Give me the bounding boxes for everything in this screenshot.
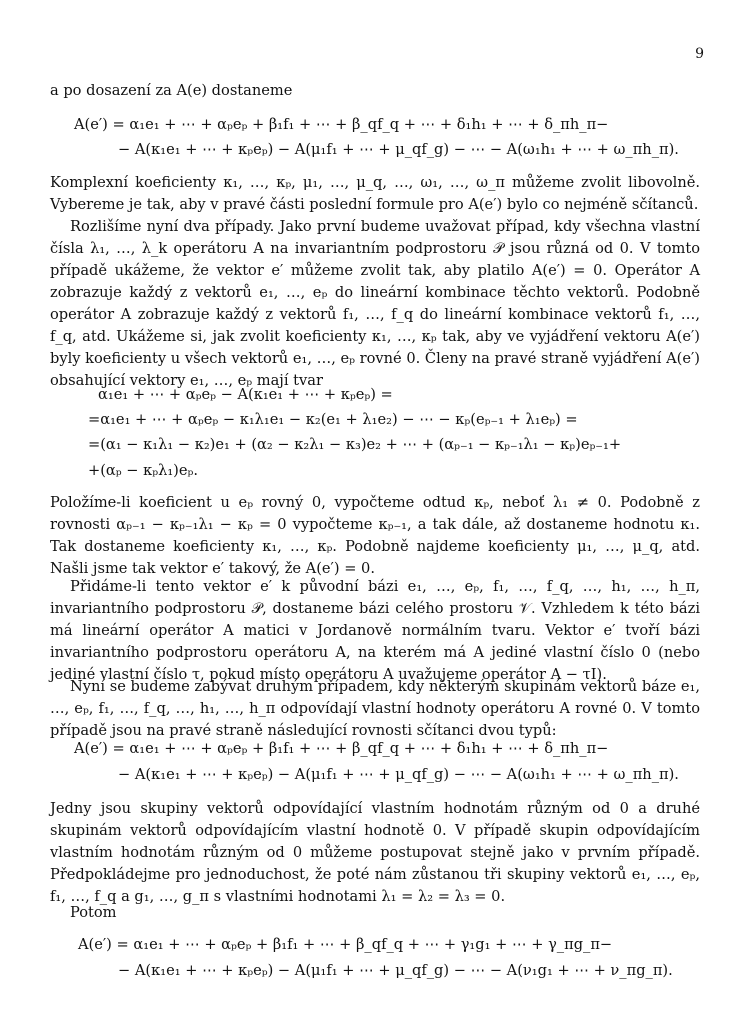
paragraph-basis: Přidáme-li tento vektor e′ k původní bázi e₁, …, eₚ, f₁, …, f_q, …, h₁, …, h_π, invariantního podprostoru 𝒫, dostaneme bázi celého prostoru 𝒱. Vzhledem k této bázi má lineární operátor A matici v Jordanově normálním tvaru. Vektor e′ tvoří bázi invariantního podprostoru operátoru A, na kterém má A jediné vlastní číslo 0 (nebo jediné vlastní číslo τ, pokud místo operátoru A uvažujeme operátor A − τI). — [50, 578, 700, 683]
paragraph-two-cases: Rozlišíme nyní dva případy. Jako první budeme uvažovat případ, kdy všechna vlastní čísla λ₁, …, λ_k operátoru A na invariantním podprostoru 𝒫 jsou různá od 0. V tomto případě ukážeme, že vektor e′ můžeme zvolit tak, aby platilo A(e′) = 0. Operátor A zobrazuje každý z vektorů e₁, …, eₚ do lineární kombinace těchto vektorů. Podobně operátor A zobrazuje každý z vektorů f₁, …, f_q do lineární kombinace vektorů f₁, …, f_q, atd. Ukážeme si, jak zvolit koeficienty κ₁, …, κₚ tak, aby ve vyjádření vektoru A(e′) byly koeficienty u všech vektorů e₁, …, eₚ rovné 0. Členy na pravé straně vyjádření A(e′) obsahující vektory e₁, …, eₚ mají tvar — [50, 218, 700, 389]
intro-paragraph: a po dosazení za A(e) dostaneme — [50, 82, 293, 99]
paragraph-then: Potom — [70, 904, 117, 921]
equation-2-line-2: =α₁e₁ + ⋯ + αₚeₚ − κ₁λ₁e₁ − κ₂(e₁ + λ₁e₂) − ⋯ − κₚ(eₚ₋₁ + λ₁eₚ) = — [88, 411, 578, 428]
equation-3-line-2: − A(κ₁e₁ + ⋯ + κₚeₚ) − A(μ₁f₁ + ⋯ + μ_qf_g) − ⋯ − A(ω₁h₁ + ⋯ + ω_πh_π). — [118, 766, 679, 783]
equation-2-line-1: α₁e₁ + ⋯ + αₚeₚ − A(κ₁e₁ + ⋯ + κₚeₚ) = — [98, 386, 393, 403]
equation-4-line-1: A(e′) = α₁e₁ + ⋯ + αₚeₚ + β₁f₁ + ⋯ + β_qf_q + ⋯ + γ₁g₁ + ⋯ + γ_πg_π− — [78, 936, 613, 953]
equation-3-line-1: A(e′) = α₁e₁ + ⋯ + αₚeₚ + β₁f₁ + ⋯ + β_qf_q + ⋯ + δ₁h₁ + ⋯ + δ_πh_π− — [74, 740, 609, 757]
paragraph-coefficients: Komplexní koeficienty κ₁, …, κₚ, μ₁, …, μ_q, …, ω₁, …, ω_π můžeme zvolit libovolně. Vybereme je tak, aby v pravé části poslední formule pro A(e′) bylo co nejméně sčítanců. — [50, 174, 700, 213]
equation-1-line-2: − A(κ₁e₁ + ⋯ + κₚeₚ) − A(μ₁f₁ + ⋯ + μ_qf_g) − ⋯ − A(ω₁h₁ + ⋯ + ω_πh_π). — [118, 141, 679, 158]
paragraph-second-case: Nyní se budeme zabývat druhým případem, kdy některým skupinám vektorů bázе e₁, …, eₚ, f₁, …, f_q, …, h₁, …, h_π odpovídají vlastní hodnoty operátoru A rovné 0. V tomto případě jsou na pravé straně následující rovnosti sčítanci dvou typů: — [50, 678, 700, 739]
equation-4-line-2: − A(κ₁e₁ + ⋯ + κₚeₚ) − A(μ₁f₁ + ⋯ + μ_qf_g) − ⋯ − A(ν₁g₁ + ⋯ + ν_πg_π). — [118, 962, 673, 979]
page-number: 9 — [695, 46, 704, 62]
paragraph-groups: Jedny jsou skupiny vektorů odpovídající vlastním hodnotám různým od 0 a druhé skupinám vektorů odpovídajícím vlastní hodnotě 0. V případě skupin odpovídajícím vlastním hodnotám různým od 0 můžeme postupovat stejně jako v prvním případě. Předpokládejme pro jednoduchost, že poté nám zůstanou tři skupiny vektorů e₁, …, eₚ, f₁, …, f_q a g₁, …, g_π s vlastními hodnotami λ₁ = λ₂ = λ₃ = 0. — [50, 800, 700, 905]
equation-2-line-4: +(αₚ − κₚλ₁)eₚ. — [88, 462, 198, 479]
equation-1-line-1: A(e′) = α₁e₁ + ⋯ + αₚeₚ + β₁f₁ + ⋯ + β_qf_q + ⋯ + δ₁h₁ + ⋯ + δ_πh_π− — [74, 116, 609, 133]
equation-2-line-3: =(α₁ − κ₁λ₁ − κ₂)e₁ + (α₂ − κ₂λ₁ − κ₃)e₂ + ⋯ + (αₚ₋₁ − κₚ₋₁λ₁ − κₚ)eₚ₋₁+ — [88, 436, 622, 453]
paragraph-solving: Položíme-li koeficient u eₚ rovný 0, vypočteme odtud κₚ, neboť λ₁ ≠ 0. Podobně z rovnosti αₚ₋₁ − κₚ₋₁λ₁ − κₚ = 0 vypočteme κₚ₋₁, a tak dále, až dostaneme hodnotu κ₁. Tak dostaneme koeficienty κ₁, …, κₚ. Podobně najdeme koeficienty μ₁, …, μ_q, atd. Našli jsme tak vektor e′ takový, že A(e′) = 0. — [50, 494, 700, 577]
